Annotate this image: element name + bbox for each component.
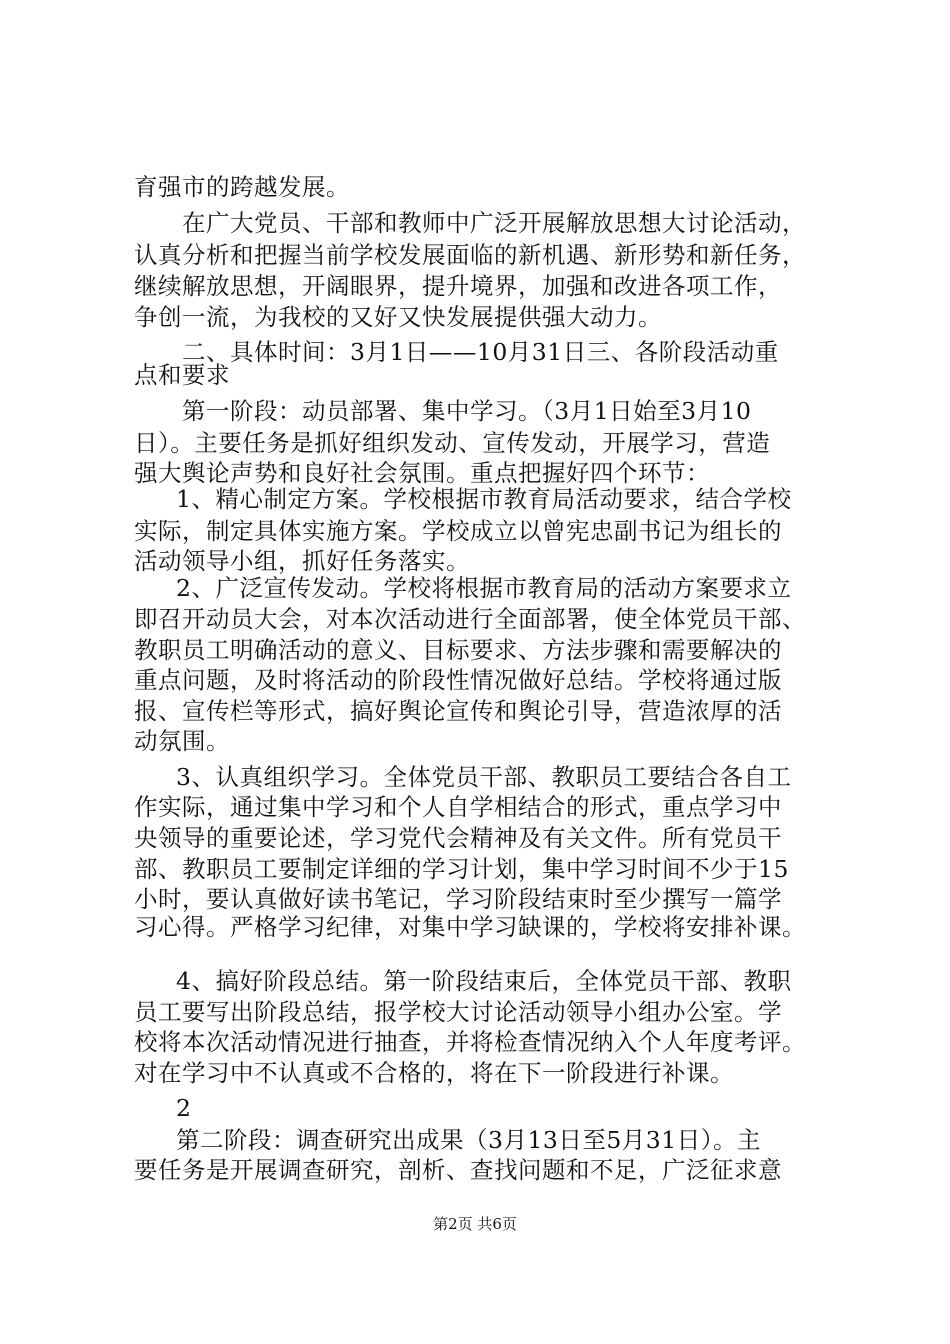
text-line: 2、广泛宣传发动。学校将根据市教育局的活动方案要求立: [176, 574, 792, 602]
text-line: 即召开动员大会，对本次活动进行全面部署，使全体党员干部、: [134, 605, 806, 633]
text-line: 二、具体时间：3月1日——10月31日三、各阶段活动重: [182, 338, 779, 366]
text-line: 央领导的重要论述，学习党代会精神及有关文件。所有党员干: [134, 824, 782, 852]
page-footer: 第2页 共6页: [433, 1215, 517, 1233]
text-line: 育强市的跨越发展。: [134, 173, 350, 201]
text-line: 习心得。严格学习纪律，对集中学习缺课的，学校将安排补课。: [134, 913, 806, 941]
text-line: 点和要求: [134, 361, 230, 389]
text-line: 部、教职员工要制定详细的学习计划，集中学习时间不少于15: [134, 855, 789, 883]
text-line: 要任务是开展调查研究，剖析、查找问题和不足，广泛征求意: [134, 1156, 782, 1184]
text-line: 在广大党员、干部和教师中广泛开展解放思想大讨论活动，: [182, 209, 806, 237]
text-line: 强大舆论声势和良好社会氛围。重点把握好四个环节：: [134, 459, 710, 487]
text-line: 重点问题，及时将活动的阶段性情况做好总结。学校将通过版: [134, 666, 782, 694]
text-line: 对在学习中不认真或不合格的，将在下一阶段进行补课。: [134, 1059, 734, 1087]
text-line: 1、精心制定方案。学校根据市教育局活动要求，结合学校: [176, 485, 792, 513]
text-line: 报、宣传栏等形式，搞好舆论宣传和舆论引导，营造浓厚的活: [134, 697, 782, 725]
text-line: 第二阶段：调查研究出成果（3月13日至5月31日）。主: [176, 1126, 761, 1154]
page-number-inline: 2: [176, 1094, 192, 1122]
text-line: 争创一流，为我校的又好又快发展提供强大动力。: [134, 303, 662, 331]
text-line: 校将本次活动情况进行抽查，并将检查情况纳入个人年度考评。: [134, 1028, 806, 1056]
text-line: 日）。主要任务是抓好组织发动、宣传发动，开展学习，营造: [134, 429, 771, 457]
text-line: 小时，要认真做好读书笔记，学习阶段结束时至少撰写一篇学: [134, 885, 782, 913]
text-line: 4、搞好阶段总结。第一阶段结束后，全体党员干部、教职: [176, 967, 792, 995]
text-line: 实际，制定具体实施方案。学校成立以曾宪忠副书记为组长的: [134, 517, 782, 545]
text-line: 活动领导小组，抓好任务落实。: [134, 547, 470, 575]
text-line: 动氛围。: [134, 727, 230, 755]
text-line: 第一阶段：动员部署、集中学习。（3月1日始至3月10: [182, 397, 752, 425]
text-line: 3、认真组织学习。全体党员干部、教职员工要结合各自工: [176, 763, 792, 791]
text-line: 继续解放思想，开阔眼界，提升境界，加强和改进各项工作，: [134, 272, 782, 300]
text-line: 员工要写出阶段总结，报学校大讨论活动领导小组办公室。学: [134, 998, 782, 1026]
text-line: 认真分析和把握当前学校发展面临的新机遇、新形势和新任务，: [134, 241, 806, 269]
text-line: 教职员工明确活动的意义、目标要求、方法步骤和需要解决的: [134, 636, 782, 664]
text-line: 作实际，通过集中学习和个人自学相结合的形式，重点学习中: [134, 793, 782, 821]
